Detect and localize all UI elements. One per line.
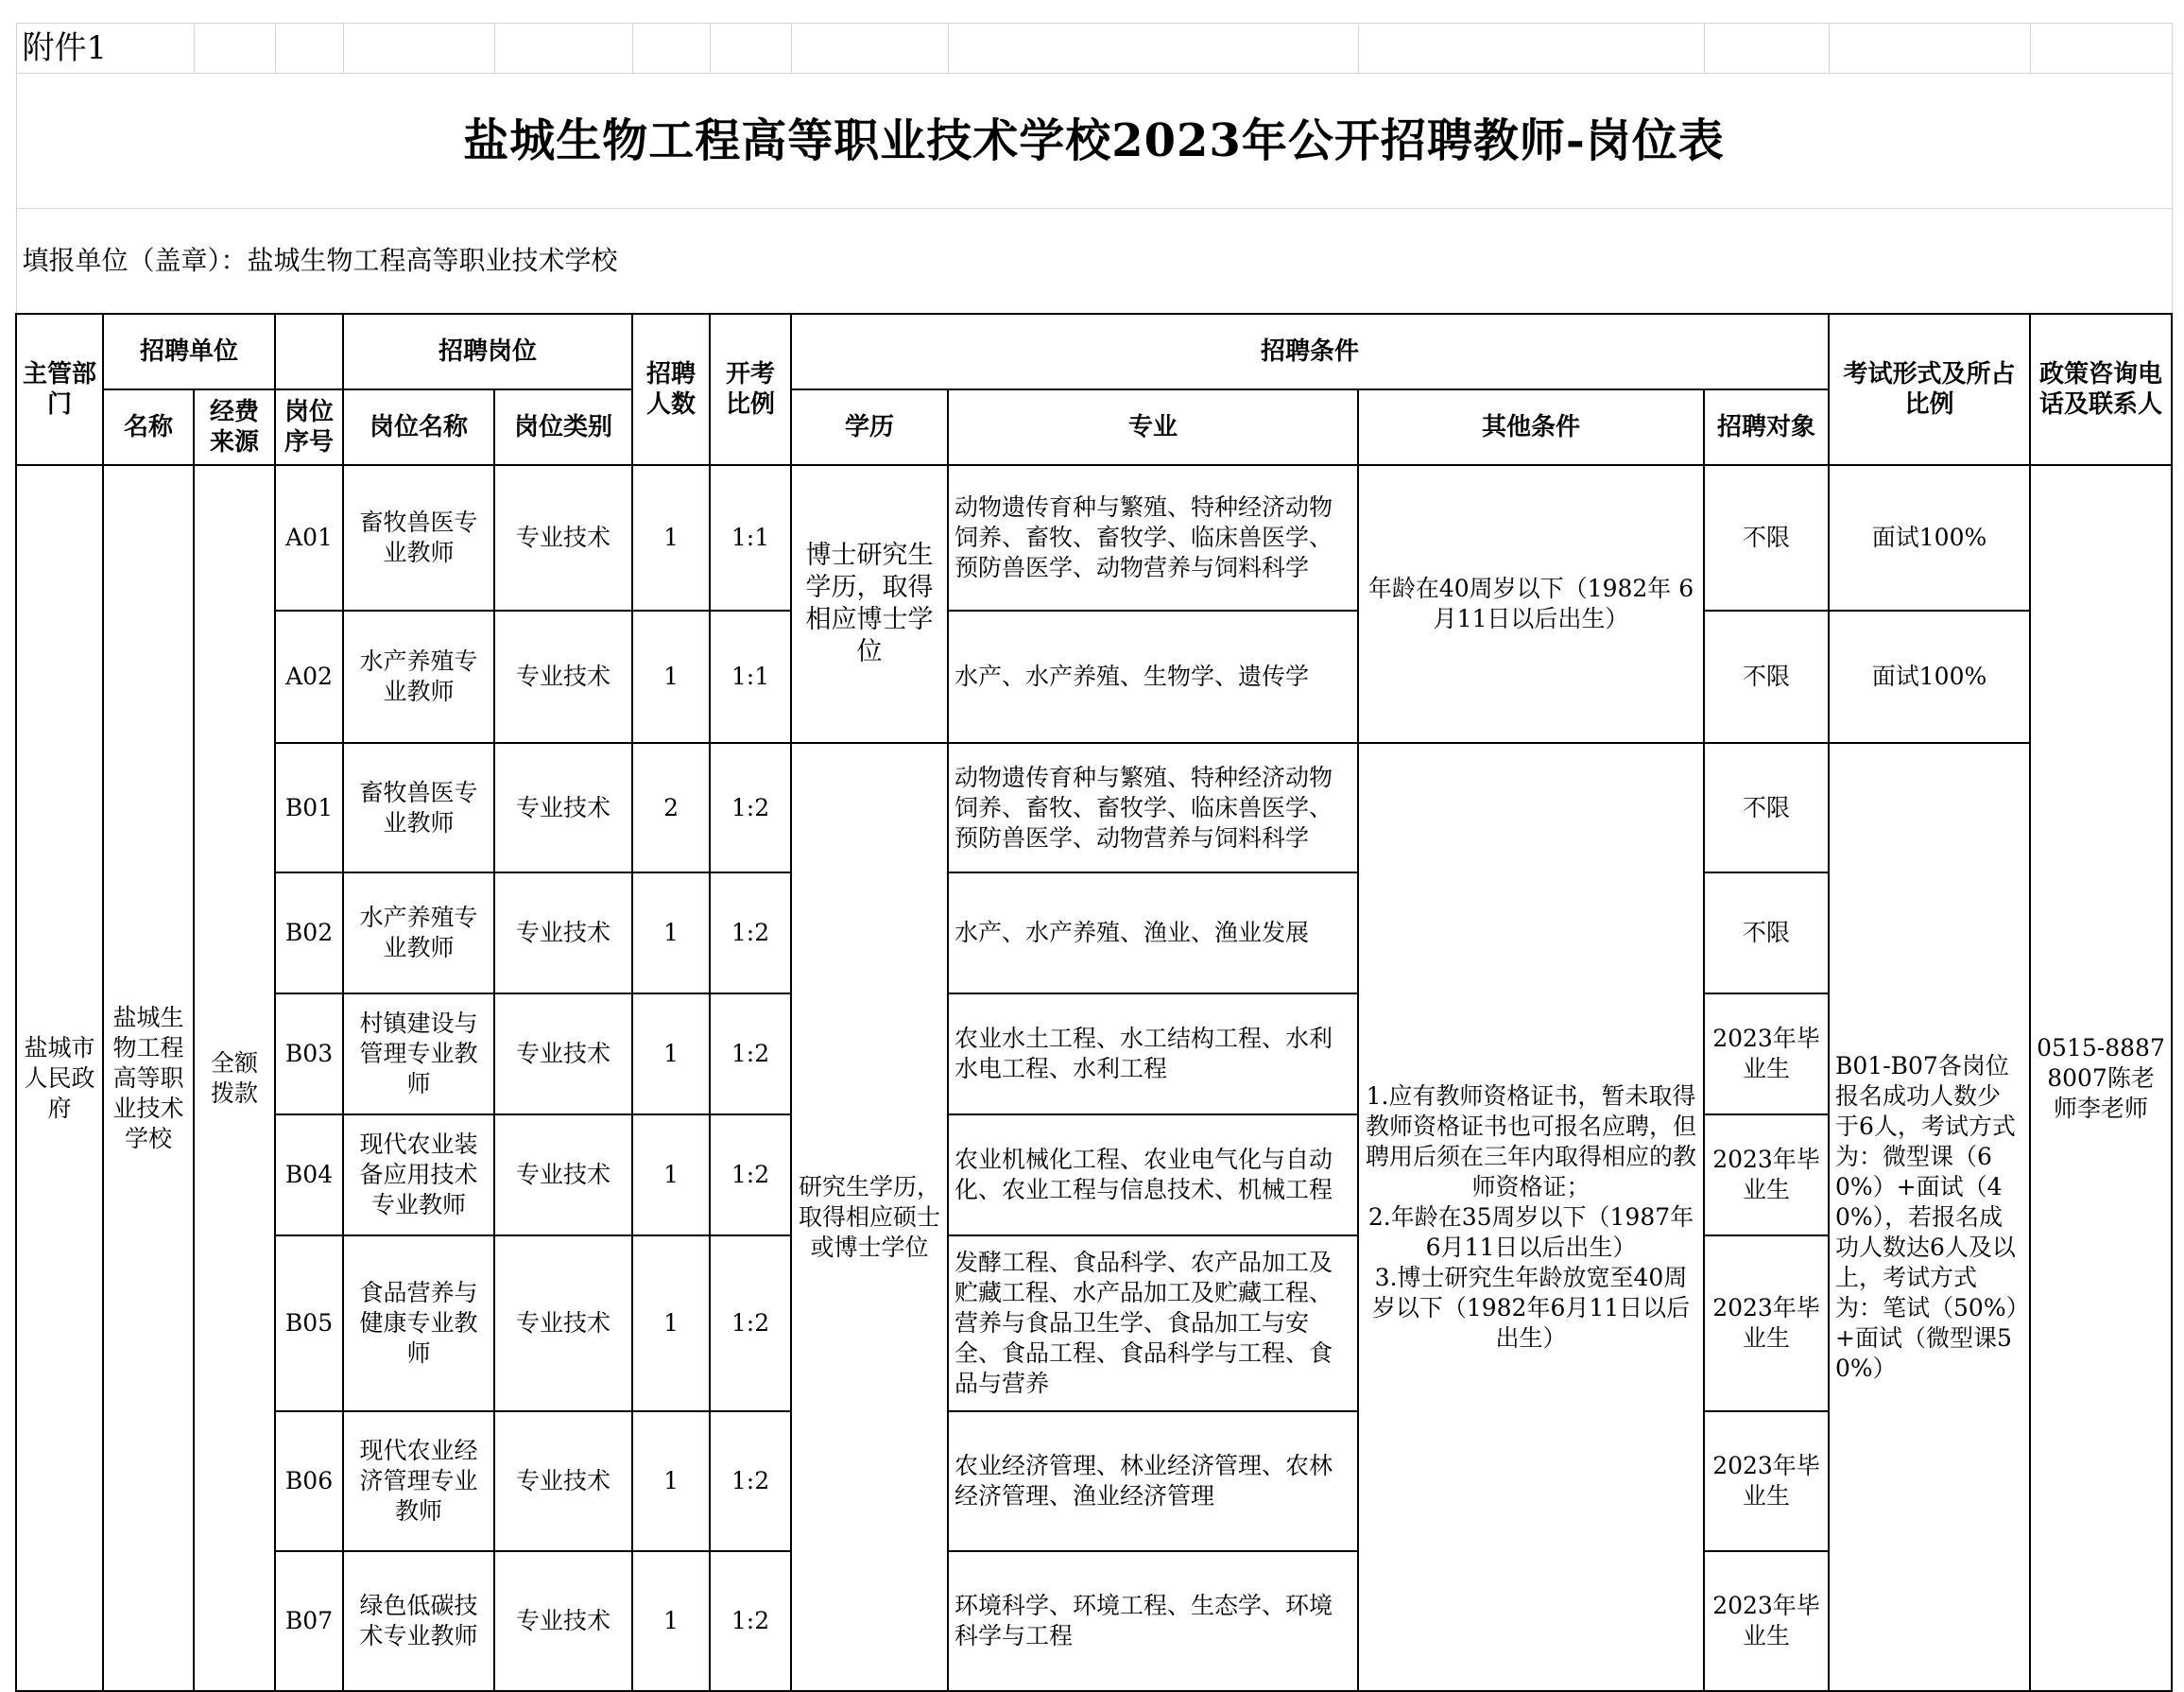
post-table	[15, 23, 2173, 1692]
ratio-cell: 1:1	[710, 611, 791, 743]
header-count: 招聘人数	[632, 314, 710, 465]
table-row	[16, 611, 2172, 743]
header-cond-group: 招聘条件	[791, 314, 1829, 389]
count-cell: 1	[632, 993, 710, 1114]
seq-cell: A01	[275, 465, 343, 611]
post-type-cell: 专业技术	[494, 1551, 632, 1691]
header-post-name: 岗位名称	[343, 389, 494, 465]
ratio-cell: 1:1	[710, 465, 791, 611]
seq-cell: B05	[275, 1235, 343, 1411]
post-type-cell: 专业技术	[494, 611, 632, 743]
target-cell: 2023年毕业生	[1704, 1235, 1829, 1411]
exam-cell: 面试100%	[1829, 611, 2030, 743]
post-name-cell: 现代农业装备应用技术专业教师	[343, 1114, 494, 1235]
other-cell-b: 1.应有教师资格证书，暂未取得教师资格证书也可报名应聘，但聘用后须在三年内取得相应的教师资格证； 2.年龄在35周岁以下（1987年6月11日以后出生） 3.博士研究生年龄放宽至40周岁以下（1982年6月11日以后出生）	[1358, 743, 1704, 1691]
fill-unit-row	[16, 209, 2172, 315]
count-cell: 1	[632, 1411, 710, 1551]
seq-cell: B04	[275, 1114, 343, 1235]
table-row	[16, 465, 2172, 611]
target-cell: 2023年毕业生	[1704, 1411, 1829, 1551]
recruitment-sheet	[15, 23, 2171, 1692]
table-row	[16, 743, 2172, 872]
header-major: 专业	[948, 389, 1358, 465]
major-cell: 水产、水产养殖、生物学、遗传学	[948, 611, 1358, 743]
ratio-cell: 1:2	[710, 1235, 791, 1411]
post-type-cell: 专业技术	[494, 872, 632, 993]
seq-cell: B01	[275, 743, 343, 872]
seq-cell: A02	[275, 611, 343, 743]
target-cell: 不限	[1704, 872, 1829, 993]
unit-name-cell: 盐城生物工程高等职业技术学校	[103, 465, 194, 1691]
target-cell: 2023年毕业生	[1704, 993, 1829, 1114]
header-post-group: 招聘岗位	[343, 314, 632, 389]
education-cell-b: 研究生学历，取得相应硕士或博士学位	[791, 743, 948, 1691]
major-cell: 发酵工程、食品科学、农产品加工及贮藏工程、水产品加工及贮藏工程、营养与食品卫生学、食品加工与安全、食品工程、食品科学与工程、食品与营养	[948, 1235, 1358, 1411]
post-name-cell: 水产养殖专业教师	[343, 611, 494, 743]
exam-cell: 面试100%	[1829, 465, 2030, 611]
major-cell: 环境科学、环境工程、生态学、环境科学与工程	[948, 1551, 1358, 1691]
ratio-cell: 1:2	[710, 872, 791, 993]
other-cell-a: 年龄在40周岁以下（1982年 6月11日以后出生）	[1358, 465, 1704, 743]
header-funding: 经费来源	[194, 389, 275, 465]
major-cell: 动物遗传育种与繁殖、特种经济动物饲养、畜牧、畜牧学、临床兽医学、预防兽医学、动物营养与饲料科学	[948, 743, 1358, 872]
major-cell: 动物遗传育种与繁殖、特种经济动物饲养、畜牧、畜牧学、临床兽医学、预防兽医学、动物营养与饲料科学	[948, 465, 1358, 611]
funding-cell: 全额拨款	[194, 465, 275, 1691]
major-cell: 水产、水产养殖、渔业、渔业发展	[948, 872, 1358, 993]
count-cell: 1	[632, 1114, 710, 1235]
post-name-cell: 畜牧兽医专业教师	[343, 743, 494, 872]
header-dept: 主管部门	[16, 314, 103, 465]
header-contact: 政策咨询电话及联系人	[2030, 314, 2172, 465]
post-type-cell: 专业技术	[494, 1235, 632, 1411]
ratio-cell: 1:2	[710, 1114, 791, 1235]
target-cell: 不限	[1704, 743, 1829, 872]
count-cell: 1	[632, 1235, 710, 1411]
page-title: 盐城生物工程高等职业技术学校2023年公开招聘教师-岗位表	[16, 74, 2172, 209]
ratio-cell: 1:2	[710, 1411, 791, 1551]
header-row-1	[16, 314, 2172, 389]
header-exam: 考试形式及所占比例	[1829, 314, 2030, 465]
header-education: 学历	[791, 389, 948, 465]
ratio-cell: 1:2	[710, 993, 791, 1114]
fill-unit: 填报单位（盖章）：盐城生物工程高等职业技术学校	[16, 209, 2172, 315]
header-seq: 岗位序号	[275, 389, 343, 465]
post-type-cell: 专业技术	[494, 1411, 632, 1551]
post-name-cell: 村镇建设与管理专业教师	[343, 993, 494, 1114]
post-type-cell: 专业技术	[494, 743, 632, 872]
seq-cell: B06	[275, 1411, 343, 1551]
header-post-type: 岗位类别	[494, 389, 632, 465]
target-cell: 2023年毕业生	[1704, 1551, 1829, 1691]
count-cell: 1	[632, 611, 710, 743]
target-cell: 2023年毕业生	[1704, 1114, 1829, 1235]
post-type-cell: 专业技术	[494, 465, 632, 611]
attachment-row	[16, 24, 2172, 74]
ratio-cell: 1:2	[710, 1551, 791, 1691]
count-cell: 1	[632, 872, 710, 993]
header-other: 其他条件	[1358, 389, 1704, 465]
post-name-cell: 畜牧兽医专业教师	[343, 465, 494, 611]
seq-cell: B07	[275, 1551, 343, 1691]
post-name-cell: 现代农业经济管理专业教师	[343, 1411, 494, 1551]
seq-cell: B02	[275, 872, 343, 993]
dept-cell: 盐城市人民政府	[16, 465, 103, 1691]
header-ratio: 开考比例	[710, 314, 791, 465]
post-name-cell: 水产养殖专业教师	[343, 872, 494, 993]
count-cell: 1	[632, 1551, 710, 1691]
exam-cell-b: B01-B07各岗位报名成功人数少于6人，考试方式为：微型课（60%）+面试（40%），若报名成功人数达6人及以上，考试方式为：笔试（50%）+面试（微型课50%）	[1829, 743, 2030, 1691]
major-cell: 农业经济管理、林业经济管理、农林经济管理、渔业经济管理	[948, 1411, 1358, 1551]
major-cell: 农业机械化工程、农业电气化与自动化、农业工程与信息技术、机械工程	[948, 1114, 1358, 1235]
header-unit-name: 名称	[103, 389, 194, 465]
education-cell-a: 博士研究生学历，取得相应博士学位	[791, 465, 948, 743]
post-type-cell: 专业技术	[494, 993, 632, 1114]
post-name-cell: 食品营养与健康专业教师	[343, 1235, 494, 1411]
title-row	[16, 74, 2172, 209]
target-cell: 不限	[1704, 611, 1829, 743]
post-name-cell: 绿色低碳技术专业教师	[343, 1551, 494, 1691]
count-cell: 2	[632, 743, 710, 872]
post-type-cell: 专业技术	[494, 1114, 632, 1235]
header-unit-group: 招聘单位	[103, 314, 275, 389]
attachment-label: 附件1	[16, 24, 194, 74]
target-cell: 不限	[1704, 465, 1829, 611]
seq-cell: B03	[275, 993, 343, 1114]
count-cell: 1	[632, 465, 710, 611]
contact-cell: 0515-88878007陈老师李老师	[2030, 465, 2172, 1691]
major-cell: 农业水土工程、水工结构工程、水利水电工程、水利工程	[948, 993, 1358, 1114]
ratio-cell: 1:2	[710, 743, 791, 872]
header-target: 招聘对象	[1704, 389, 1829, 465]
